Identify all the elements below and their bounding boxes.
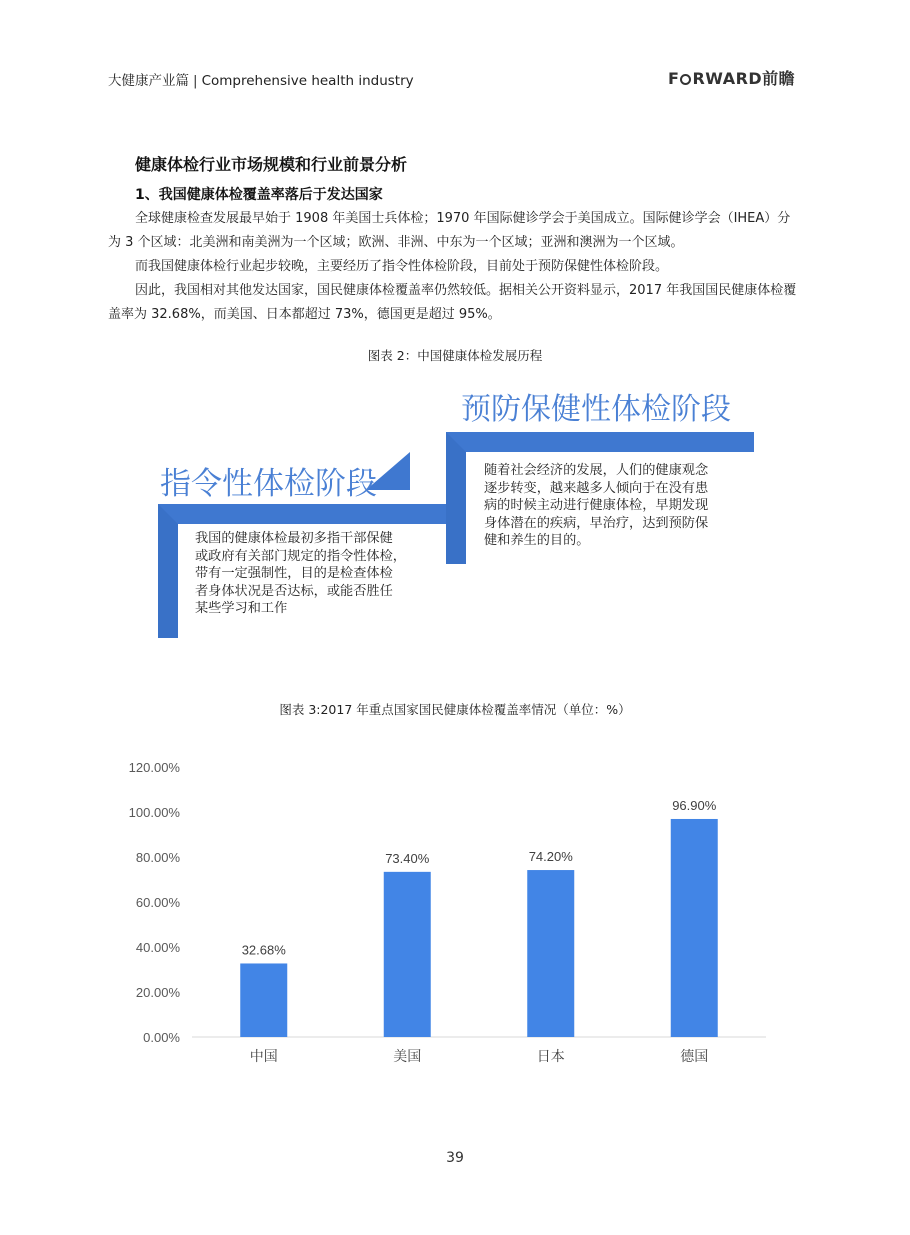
- x-tick-label: 中国: [249, 1049, 278, 1065]
- coverage-bar-chart: [110, 740, 800, 1080]
- y-tick-label: 0.00%: [143, 1030, 180, 1045]
- x-tick-label: 日本: [536, 1049, 565, 1065]
- chart-canvas: [110, 740, 800, 1080]
- paragraph: 因此，我国相对其他发达国家，国民健康体检覆盖率仍然较低。据相关公开资料显示，2017 年我国国民健康体检覆盖率为 32.68%，而美国、日本都超过 73%，德国更是超过 95%。: [108, 283, 797, 322]
- stage2-line: 健和养生的目的。: [484, 533, 590, 548]
- page-number: 39: [446, 1150, 464, 1166]
- figure-3-caption: 图表 3:2017 年重点国家国民健康体检覆盖率情况（单位：%）: [279, 702, 631, 717]
- y-tick-label: 80.00%: [135, 850, 180, 865]
- stage1-shadow: [158, 504, 178, 638]
- stage1-line: 或政府有关部门规定的指令性体检，: [195, 548, 406, 564]
- data-label: 96.90%: [672, 797, 717, 813]
- figure-2-caption: 图表 2：中国健康体检发展历程: [367, 348, 543, 363]
- stage2-line: 身体潜在的疾病，早治疗，达到预防保: [484, 515, 709, 531]
- header-title: [108, 69, 414, 89]
- data-label: 73.40%: [385, 850, 430, 866]
- stage2-line: 随着社会经济的发展，人们的健康观念: [484, 463, 709, 478]
- stage1-line: 某些学习和工作: [195, 601, 288, 616]
- development-stages-diagram: [150, 380, 762, 642]
- y-tick-label: 120.00%: [128, 760, 180, 775]
- stage1-line: 带有一定强制性，目的是检查体检: [195, 566, 393, 581]
- data-label: 74.20%: [528, 849, 573, 865]
- bar: [527, 870, 574, 1037]
- y-tick-label: 40.00%: [135, 940, 180, 955]
- brand-logo: [668, 66, 795, 89]
- stage1-title: 指令性体检阶段: [160, 466, 377, 502]
- paragraph: 而我国健康体检行业起步较晚，主要经历了指令性体检阶段，目前处于预防保健性体检阶段。: [135, 259, 669, 274]
- stage1-top-bar: [158, 504, 446, 524]
- x-tick-label: 德国: [680, 1049, 709, 1065]
- bar: [240, 963, 287, 1037]
- stage2-description: [484, 462, 720, 550]
- y-tick-label: 60.00%: [135, 895, 180, 910]
- data-label: 32.68%: [241, 942, 286, 958]
- x-tick-label: 美国: [393, 1049, 422, 1065]
- header-separator: |: [193, 73, 198, 89]
- stage2-line: 逐步转变，越来越多人倾向于在没有患: [484, 480, 709, 496]
- stage2-title: 预防保健性体检阶段: [461, 392, 731, 427]
- y-tick-label: 20.00%: [135, 985, 180, 1000]
- section-title: 健康体检行业市场规模和行业前景分析: [135, 155, 408, 174]
- stage2-line: 病的时候主动进行健康体检，早期发现: [484, 498, 709, 513]
- paragraph: 全球健康检查发展最早始于 1908 年美国士兵体检；1970 年国际健诊学会于美国成立。国际健诊学会（IHEA）分为 3 个区域：北美洲和南美洲为一个区域；欧洲、非洲、中东为一个区域；亚洲和澳洲为一个区域。: [108, 211, 791, 250]
- logo-prefix: F: [668, 69, 680, 88]
- stage2-shadow: [446, 432, 466, 564]
- bar: [384, 872, 431, 1037]
- logo-o-ring-icon: [680, 74, 691, 85]
- header-subtitle: Comprehensive health industry: [201, 73, 414, 89]
- stage1-line: 者身体状况是否达标，或能否胜任: [195, 583, 393, 599]
- y-tick-label: 100.00%: [128, 805, 180, 820]
- bar: [671, 819, 718, 1037]
- stage1-description: [195, 530, 427, 618]
- logo-suffix: RWARD前瞻: [692, 69, 796, 88]
- stage2-top-bar: [446, 432, 754, 452]
- header-section: 大健康产业篇: [108, 73, 189, 89]
- stage1-line: 我国的健康体检最初多指干部保健: [195, 531, 393, 546]
- subsection-title: 1、我国健康体检覆盖率落后于发达国家: [135, 187, 383, 203]
